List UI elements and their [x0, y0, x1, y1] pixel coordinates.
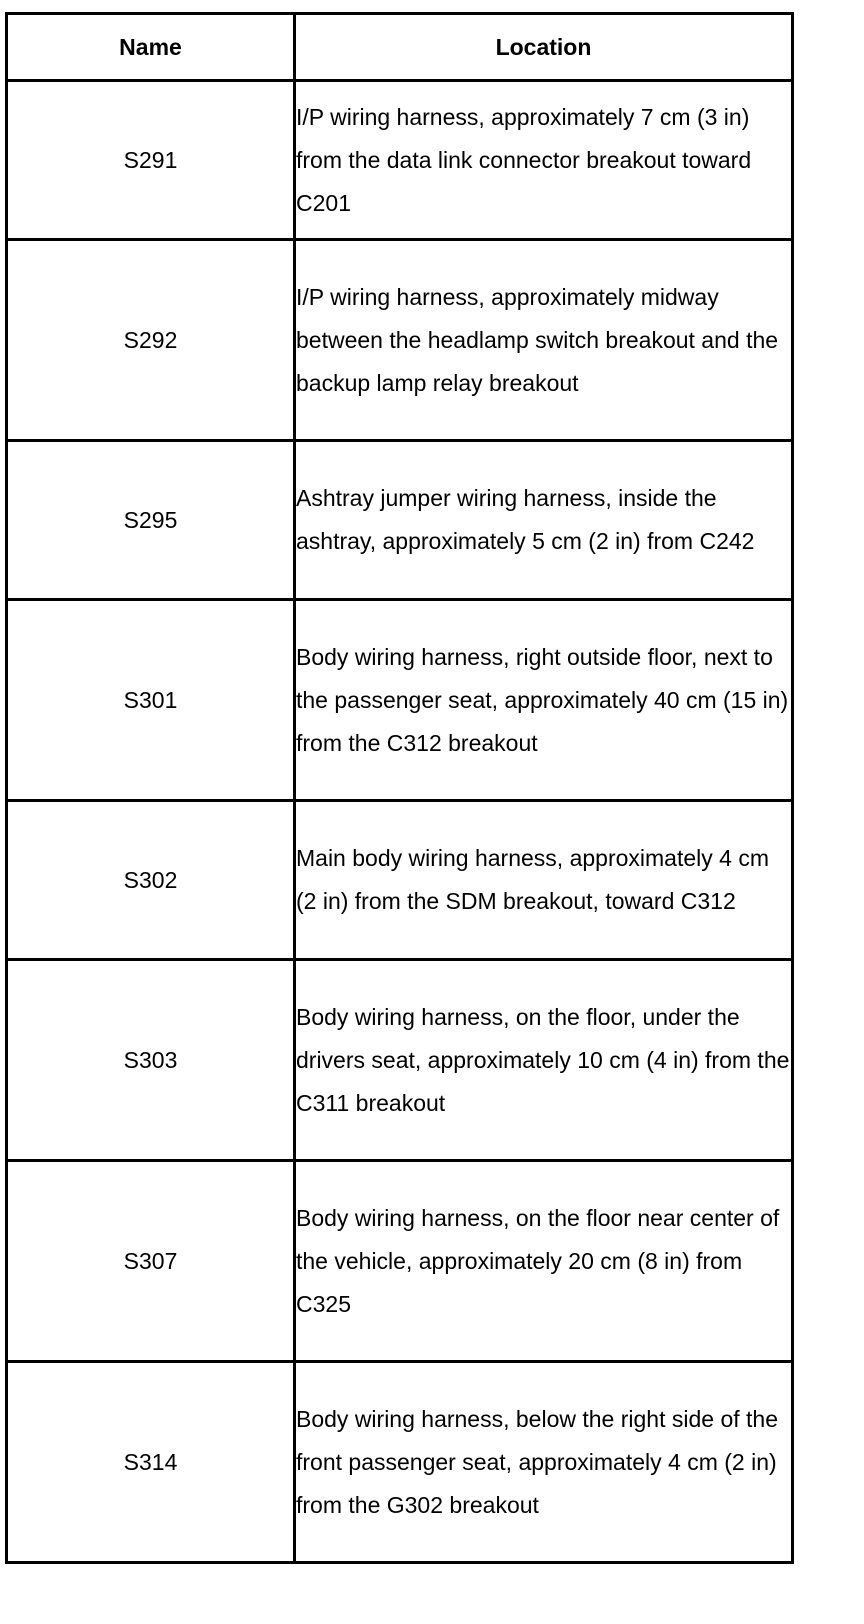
- splice-location-cell: I/P wiring harness, approximately 7 cm (3 in) from the data link connector breakout toward C201: [295, 81, 793, 240]
- splice-location-cell: Body wiring harness, on the floor near center of the vehicle, approximately 20 cm (8 in) from C325: [295, 1161, 793, 1362]
- splice-name-cell: S307: [7, 1161, 295, 1362]
- splice-name-cell: S291: [7, 81, 295, 240]
- splice-location-cell: Body wiring harness, below the right side of the front passenger seat, approximately 4 cm (2 in) from the G302 breakout: [295, 1362, 793, 1563]
- table-row: [7, 1161, 793, 1362]
- table-row: [7, 801, 793, 960]
- splice-name-cell: S301: [7, 600, 295, 801]
- splice-location-cell: I/P wiring harness, approximately midway between the headlamp switch breakout and the backup lamp relay breakout: [295, 240, 793, 441]
- table-row: [7, 1362, 793, 1563]
- splice-name-cell: S303: [7, 960, 295, 1161]
- table-row: [7, 960, 793, 1161]
- table-header-row: [7, 14, 793, 81]
- splice-name-cell: S314: [7, 1362, 295, 1563]
- splice-name-cell: S292: [7, 240, 295, 441]
- splice-name-cell: S302: [7, 801, 295, 960]
- splice-location-cell: Body wiring harness, on the floor, under the drivers seat, approximately 10 cm (4 in) from the C311 breakout: [295, 960, 793, 1161]
- splice-location-cell: Body wiring harness, right outside floor, next to the passenger seat, approximately 40 cm (15 in) from the C312 breakout: [295, 600, 793, 801]
- splice-name-cell: S295: [7, 441, 295, 600]
- splice-location-cell: Main body wiring harness, approximately 4 cm (2 in) from the SDM breakout, toward C312: [295, 801, 793, 960]
- splice-location-cell: Ashtray jumper wiring harness, inside the ashtray, approximately 5 cm (2 in) from C242: [295, 441, 793, 600]
- splice-location-table: [5, 12, 794, 1564]
- table-row: [7, 240, 793, 441]
- table-row: [7, 81, 793, 240]
- location-column-header: Location: [295, 14, 793, 81]
- name-column-header: Name: [7, 14, 295, 81]
- table-row: [7, 600, 793, 801]
- table-row: [7, 441, 793, 600]
